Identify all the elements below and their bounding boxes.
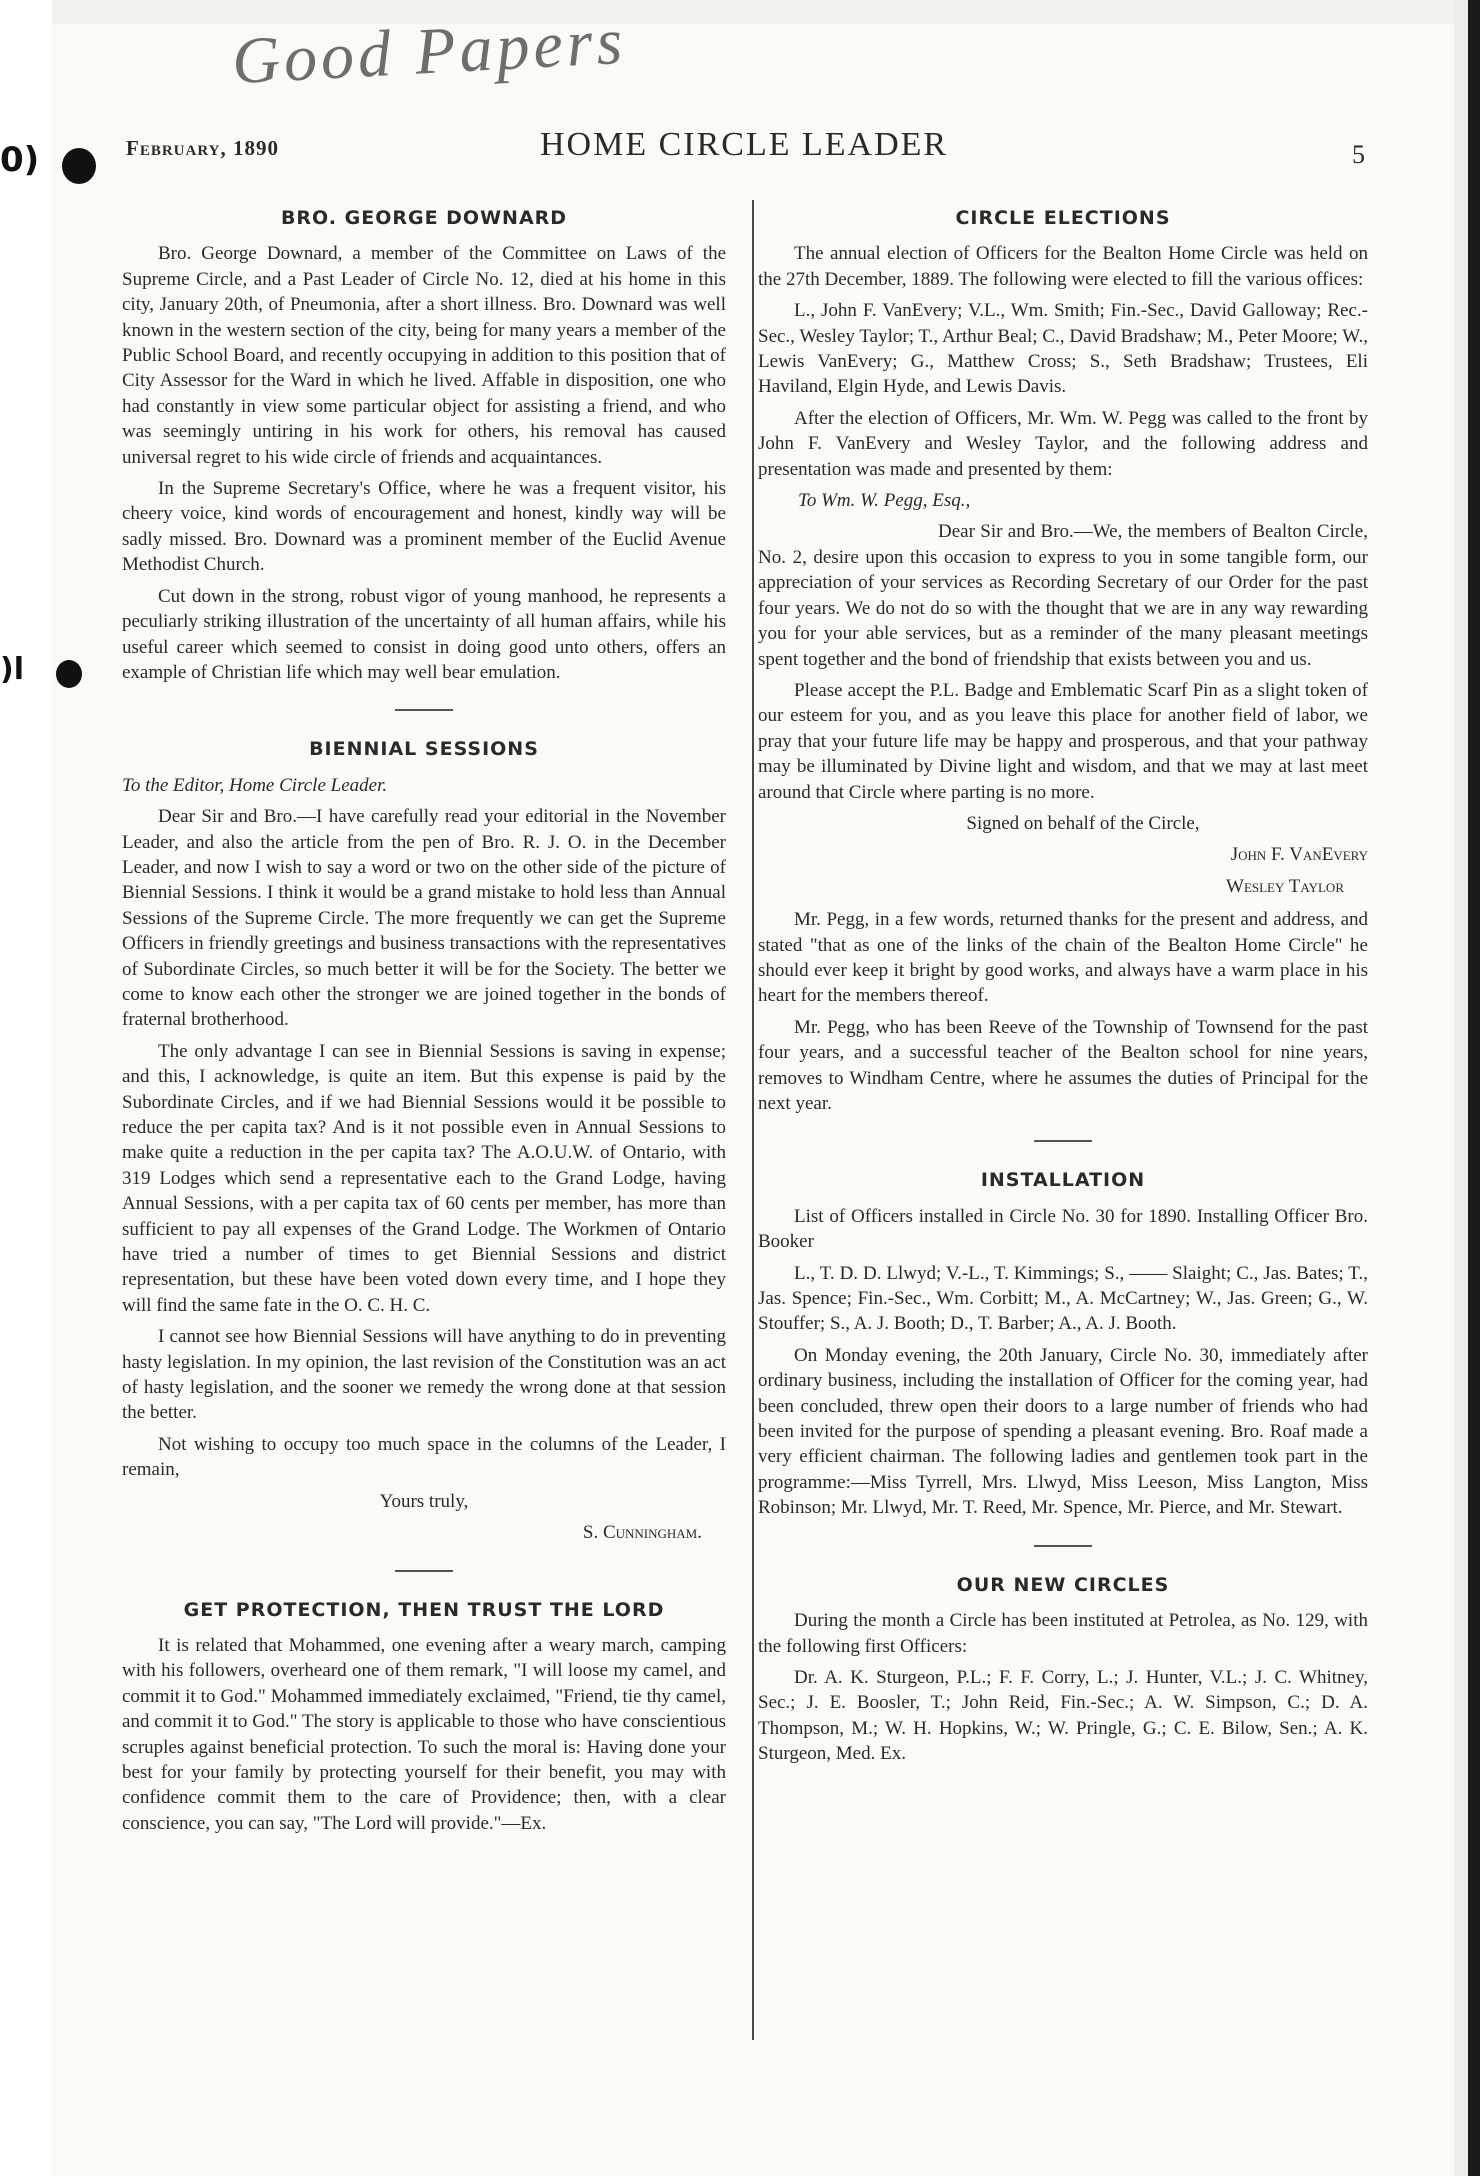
- masthead-title: HOME CIRCLE LEADER: [540, 126, 949, 163]
- signatory: Wesley Taylor: [1226, 875, 1344, 897]
- article-paragraph: Dr. A. K. Sturgeon, P.L.; F. F. Corry, L.; J. Hunter, V.L.; J. C. Whitney, Sec.; J. E. Boosler, T.; John Reid, Fin.-Sec.; A. W. Simpson, C.; D. A. Thompson, M.; W. H. Hopkins, W.; W. Pringle, G.; C. E. Bilow, Sen.; A. K. Sturgeon, Med. Ex.: [758, 1666, 1368, 1765]
- section-separator: [1034, 1545, 1092, 1547]
- left-column: [122, 206, 726, 1842]
- section-separator: [395, 1570, 453, 1572]
- letter-signature: S. Cunningham.: [582, 1522, 702, 1544]
- article-title: CIRCLE ELECTIONS: [955, 207, 1171, 229]
- page-number: 5: [1352, 140, 1365, 169]
- binding-hole-icon: [62, 148, 96, 184]
- article-paragraph: The only advantage I can see in Biennial Sessions is saving in expense; and this, I acknowledge, is quite an item. But this expense is paid by the Subordinate Circles, and if we had Biennial Sessions would it be possible to reduce the per capita tax? And is it not possible even in Annual Sessions to make quite a reduction in the per capita tax? The A.O.U.W. of Ontario, with 319 Lodges which send a representative each to the Grand Lodge, having Annual Sessions, with a per capita tax of 60 cents per member, has more than sufficient to pay all expenses of the Grand Lodge. The Workmen of Ontario have tried a number of times to get Biennial Sessions and district representation, but these have been voted down every time, and I hope they will find the same fate in the O. C. H. C.: [122, 1040, 726, 1316]
- article-paragraph: Bro. George Downard, a member of the Committee on Laws of the Supreme Circle, and a Past Leader of Circle No. 12, died at his home in this city, January 20th, of Pneumonia, after a short illness. Bro. Downard was well known in the western section of the city, being for many years a member of the Public School Board, and recently occupying in addition to this position that of City Assessor for the Ward in which he lived. Affable in disposition, one who had constantly in view some particular object for assisting a friend, and who was seemingly untiring in his work for others, his removal has caused universal regret to his wide circle of friends and acquaintances.: [122, 243, 726, 468]
- article-paragraph: In the Supreme Secretary's Office, where he was a frequent visitor, his cheery voice, kind words of encouragement and honest, kindly way will be sadly missed. Bro. Downard was a prominent member of the Euclid Avenue Methodist Church.: [122, 478, 726, 576]
- address-recipient: To Wm. W. Pegg, Esq.,: [798, 490, 971, 512]
- letter-closing: Yours truly,: [379, 1490, 469, 1512]
- header-date: February, 1890: [126, 136, 279, 160]
- article-paragraph: Not wishing to occupy too much space in the columns of the Leader, I remain,: [122, 1433, 726, 1481]
- page-edge-right: [1454, 0, 1468, 2176]
- article-paragraph: On Monday evening, the 20th January, Circle No. 30, immediately after ordinary business, including the installation of Officer for the coming year, had been concluded, threw open their doors to a large number of friends who had been invited for the purpose of spending a pleasant evening. Bro. Roaf made a very efficient chairman. The following ladies and gentlemen took part in the programme:—Miss Tyrrell, Mrs. Llwyd, Miss Leeson, Miss Langton, Miss Robinson; Mr. Llwyd, Mr. T. Reed, Mr. Spence, Mr. Pierce, and Mr. Stewart.: [758, 1344, 1368, 1519]
- binding-hole-icon: [56, 660, 82, 688]
- page-margin-left: [0, 0, 52, 2176]
- handwritten-note: Good Papers: [230, 4, 628, 99]
- page-margin-top: [52, 0, 1480, 24]
- article-paragraph: Dear Sir and Bro.—I have carefully read your editorial in the November Leader, and also the article from the pen of Bro. R. J. O. in the December Leader, and now I wish to say a word or two on the other side of the picture of Biennial Sessions. I think it would be a grand mistake to hold less than Annual Sessions of the Supreme Circle. The more frequently we can get the Supreme Officers in friendly greetings and business transactions with the representatives of Subordinate Circles, so much better it will be for the Society. The better we come to know each other the stronger we are joined together in the bonds of fraternal brotherhood.: [122, 806, 726, 1031]
- article-paragraph: During the month a Circle has been instituted at Petrolea, as No. 129, with the following first Officers:: [758, 1610, 1368, 1657]
- article-paragraph: Mr. Pegg, who has been Reeve of the Township of Townsend for the past four years, and a successful teacher of the Bealton school for nine years, removes to Windham Centre, where he assumes the duties of Principal for the next year.: [758, 1016, 1368, 1114]
- article-paragraph: The annual election of Officers for the Bealton Home Circle was held on the 27th December, 1889. The following were elected to fill the various offices:: [758, 243, 1368, 290]
- article-paragraph: It is related that Mohammed, one evening after a weary march, camping with his followers, overheard one of them remark, "I will loose my camel, and commit it to God." Mohammed immediately exclaimed, "Friend, tie thy camel, and commit it to God." The story is applicable to those who have conscientious scruples against beneficial protection. To such the moral is: Having done your best for your family by protecting yourself for their benefit, you may with confidence commit them to the care of Providence; then, with a clear conscience, you can say, "The Lord will provide."—Ex.: [122, 1634, 726, 1834]
- article-paragraph: After the election of Officers, Mr. Wm. W. Pegg was called to the front by John F. VanEvery and Wesley Taylor, and the following address and presentation was made and presented by them:: [758, 407, 1368, 480]
- right-column: [758, 206, 1368, 1773]
- article-paragraph: Please accept the P.L. Badge and Emblematic Scarf Pin as a slight token of our esteem for you, and as you leave this place for another field of labor, we pray that your future life may be happy and prosperous, and that your pathway may be illuminated by Divine light and wisdom, and that we may at last meet around that Circle where parting is no more.: [758, 679, 1368, 803]
- article-title: INSTALLATION: [980, 1169, 1146, 1192]
- article-title: OUR NEW CIRCLES: [956, 1573, 1170, 1596]
- article-paragraph: Cut down in the strong, robust vigor of young manhood, he represents a peculiarly striking illustration of the uncertainty of all human affairs, while his useful career which seemed to consist in doing good unto others, offers an example of Christian life which may well bear emulation.: [122, 585, 726, 683]
- letter-address: To the Editor, Home Circle Leader.: [122, 774, 388, 796]
- article-title: BRO. GEORGE DOWNARD: [280, 207, 568, 229]
- section-separator: [395, 709, 453, 711]
- article-paragraph: List of Officers installed in Circle No. 30 for 1890. Installing Officer Bro. Booker: [758, 1205, 1368, 1253]
- article-paragraph: L., John F. VanEvery; V.L., Wm. Smith; Fin.-Sec., David Galloway; Rec.-Sec., Wesley Taylor; T., Arthur Beal; C., David Bradshaw; M., Peter Moore; W., Lewis VanEvery; G., Matthew Cross; S., Seth Bradshaw; Trustees, Eli Haviland, Elgin Hyde, and Lewis Davis.: [758, 300, 1368, 398]
- article-paragraph: Mr. Pegg, in a few words, returned thanks for the present and address, and stated "that as one of the links of the chain of the Bealton Home Circle" he should ever keep it bright by good works, and always have a warm place in his heart for the members thereof.: [758, 909, 1368, 1007]
- article-paragraph: L., T. D. D. Llwyd; V.-L., T. Kimmings; S., —— Slaight; C., Jas. Bates; T., Jas. Spence; Fin.-Sec., Wm. Corbitt; M., A. McCartney; W., Jas. Green; G., W. Stouffer; S., A. J. Booth; D., T. Barber; A., A. J. Booth.: [758, 1262, 1368, 1335]
- signed-line: Signed on behalf of the Circle,: [966, 812, 1200, 834]
- article-paragraph: I cannot see how Biennial Sessions will have anything to do in preventing hasty legislation. In my opinion, the last revision of the Constitution was an act of hasty legislation, and the sooner we remedy the wrong done at that session the better.: [122, 1326, 726, 1424]
- binding-mark-icon: )l: [0, 652, 24, 687]
- article-title: BIENNIAL SESSIONS: [309, 738, 539, 761]
- article-paragraph: Dear Sir and Bro.—We, the members of Bealton Circle, No. 2, desire upon this occasion to express to you in some tangible form, our appreciation of your services as Recording Secretary of our Order for the past four years. We do not do so with the thought that we are in any way rewarding you for your able services, but as a reminder of the many pleasant meetings spent together and the bond of friendship that exists between you and us.: [758, 521, 1368, 670]
- scan-border-right: [1468, 0, 1480, 2176]
- section-separator: [1034, 1140, 1092, 1142]
- binding-mark-icon: 0): [0, 140, 40, 180]
- column-divider: [752, 200, 754, 2040]
- signatory: John F. VanEvery: [1230, 844, 1368, 866]
- article-title: GET PROTECTION, THEN TRUST THE LORD: [183, 1598, 665, 1621]
